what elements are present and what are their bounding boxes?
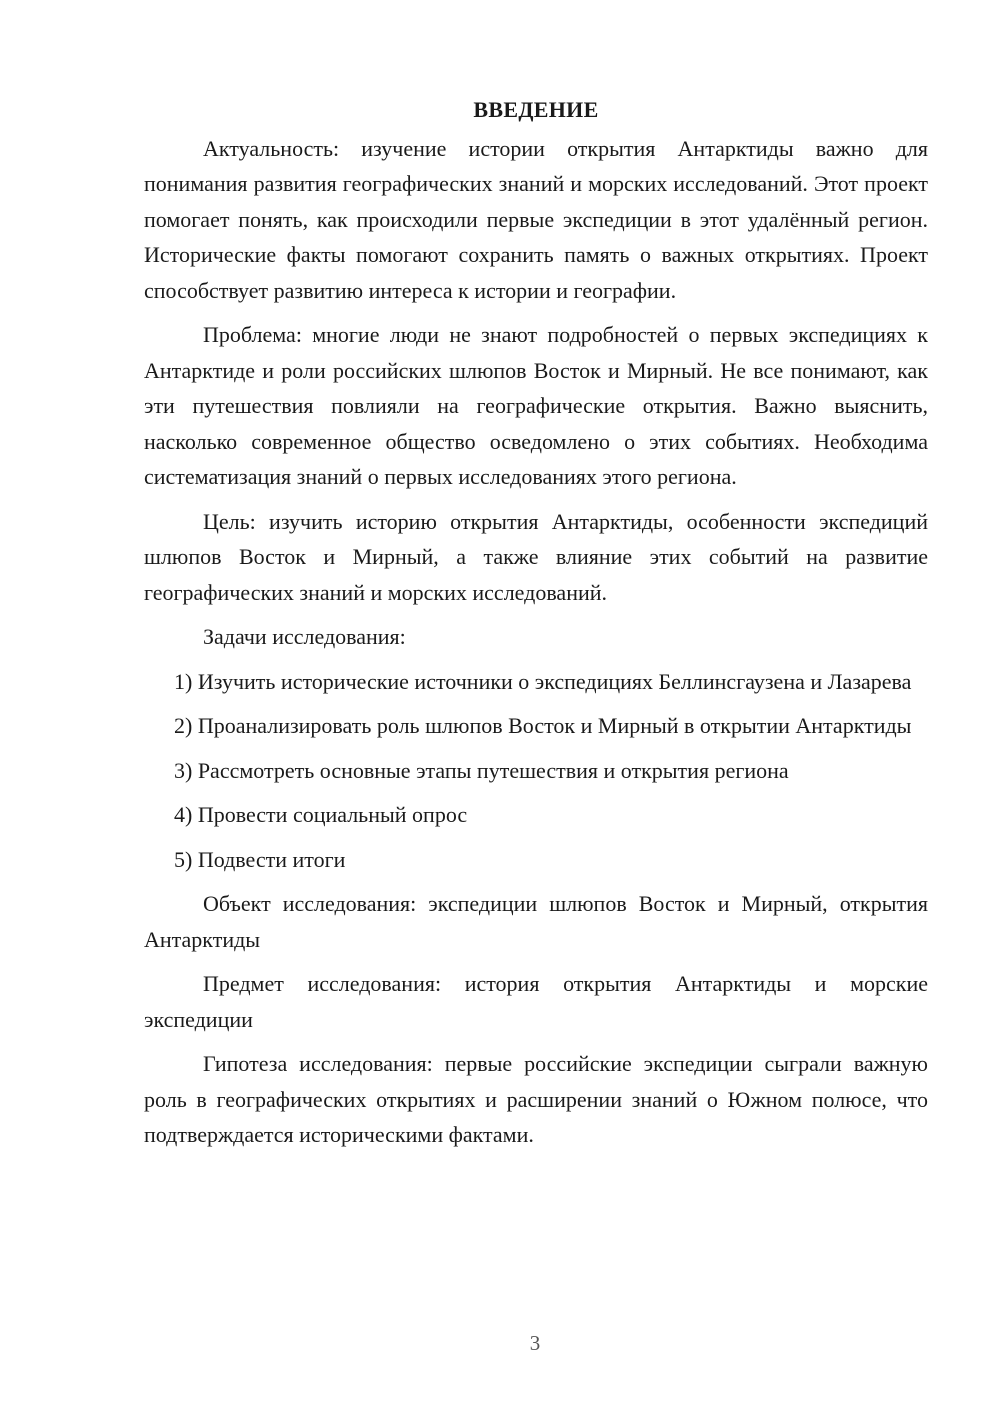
object-paragraph: Объект исследования: экспедиции шлюпов Восток и Мирный, открытия Антарктиды <box>144 891 928 952</box>
hypothesis-paragraph: Гипотеза исследования: первые российские экспедиции сыграли важную роль в географических открытиях и расширении знаний о Южном полюсе, что подтверждается историческими фактами. <box>144 1051 928 1147</box>
problem-paragraph: Проблема: многие люди не знают подробностей о первых экспедициях к Антарктиде и роли российских шлюпов Восток и Мирный. Не все понимают, как эти путешествия повлияли на географические открытия. Важно выяснить, насколько современное общество осведомлено о этих событиях. Необходима систематизация знаний о первых исследованиях этого региона. <box>144 322 928 489</box>
tasks-heading: Задачи исследования: <box>203 624 406 649</box>
task-item-3: 3) Рассмотреть основные этапы путешествия и открытия региона <box>174 757 789 783</box>
goal-paragraph: Цель: изучить историю открытия Антарктиды, особенности экспедиций шлюпов Восток и Мирный, а также влияние этих событий на развитие географических знаний и морских исследований. <box>144 508 928 605</box>
section-title: ВВЕДЕНИЕ <box>473 97 599 122</box>
task-item-1: 1) Изучить исторические источники о экспедициях Беллинсгаузена и Лазарева <box>174 668 912 694</box>
task-item-4: 4) Провести социальный опрос <box>174 802 468 827</box>
document-page <box>144 92 928 1162</box>
task-item-2: 2) Проанализировать роль шлюпов Восток и Мирный в открытии Антарктиды <box>174 713 912 738</box>
relevance-paragraph: Актуальность: изучение истории открытия Антарктиды важно для понимания развития географических знаний и морских исследований. Этот проект помогает понять, как происходили первые экспедиции в этот удалённый регион. Исторические факты помогают сохранить память о важных открытиях. Проект способствует развитию интереса к истории и географии. <box>144 135 928 303</box>
task-item-5: 5) Подвести итоги <box>174 846 346 872</box>
page-number: 3 <box>529 1331 541 1355</box>
subject-paragraph: Предмет исследования: история открытия Антарктиды и морские экспедиции <box>144 971 928 1032</box>
